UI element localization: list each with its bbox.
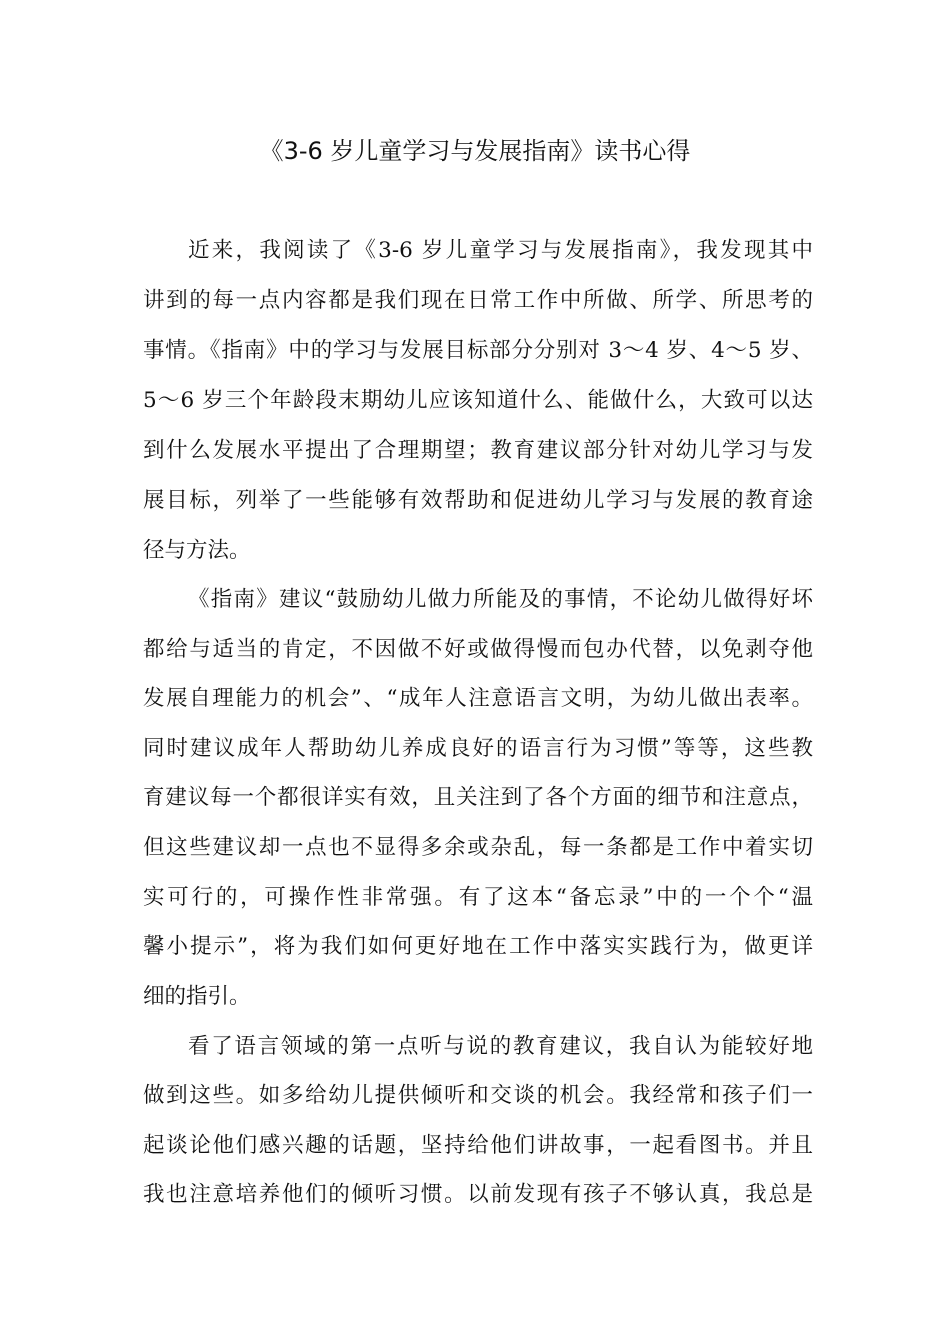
text-line: 但这些建议却一点也不显得多余或杂乱，每一条都是工作中着实切 xyxy=(143,835,813,860)
text-line: 《指南》建议“鼓励幼儿做力所能及的事情，不论幼儿做得好坏 xyxy=(188,587,813,612)
text-line: 发展自理能力的机会”、“成年人注意语言文明，为幼儿做出表率。 xyxy=(143,686,813,711)
document-title: 《3-6 岁儿童学习与发展指南》读书心得 xyxy=(259,137,691,165)
text-line: 近来，我阅读了《3-6 岁儿童学习与发展指南》，我发现其中 xyxy=(188,238,813,263)
text-line: 5～6 岁三个年龄段末期幼儿应该知道什么、能做什么，大致可以达 xyxy=(143,388,813,413)
text-line: 讲到的每一点内容都是我们现在日常工作中所做、所学、所思考的 xyxy=(143,288,813,313)
text-line: 展目标，列举了一些能够有效帮助和促进幼儿学习与发展的教育途 xyxy=(143,488,813,513)
text-line: 看了语言领域的第一点听与说的教育建议，我自认为能较好地 xyxy=(188,1034,813,1059)
text-line: 事情。《指南》中的学习与发展目标部分分别对 3～4 岁、4～5 岁、 xyxy=(143,338,813,363)
text-line: 馨小提示”，将为我们如何更好地在工作中落实实践行为，做更详 xyxy=(143,934,813,959)
text-line: 细的指引。 xyxy=(143,984,251,1009)
text-line: 都给与适当的肯定，不因做不好或做得慢而包办代替，以免剥夺他 xyxy=(143,637,813,662)
text-line: 径与方法。 xyxy=(143,538,251,563)
text-line: 做到这些。如多给幼儿提供倾听和交谈的机会。我经常和孩子们一 xyxy=(143,1083,813,1108)
text-line: 我也注意培养他们的倾听习惯。以前发现有孩子不够认真，我总是 xyxy=(143,1182,813,1207)
text-line: 实可行的，可操作性非常强。有了这本“备忘录”中的一个个“温 xyxy=(143,885,813,910)
text-line: 起谈论他们感兴趣的话题，坚持给他们讲故事，一起看图书。并且 xyxy=(143,1133,813,1158)
text-line: 育建议每一个都很详实有效，且关注到了各个方面的细节和注意点， xyxy=(143,785,813,810)
text-line: 到什么发展水平提出了合理期望；教育建议部分针对幼儿学习与发 xyxy=(143,438,813,463)
text-line: 同时建议成年人帮助幼儿养成良好的语言行为习惯”等等，这些教 xyxy=(143,736,813,761)
